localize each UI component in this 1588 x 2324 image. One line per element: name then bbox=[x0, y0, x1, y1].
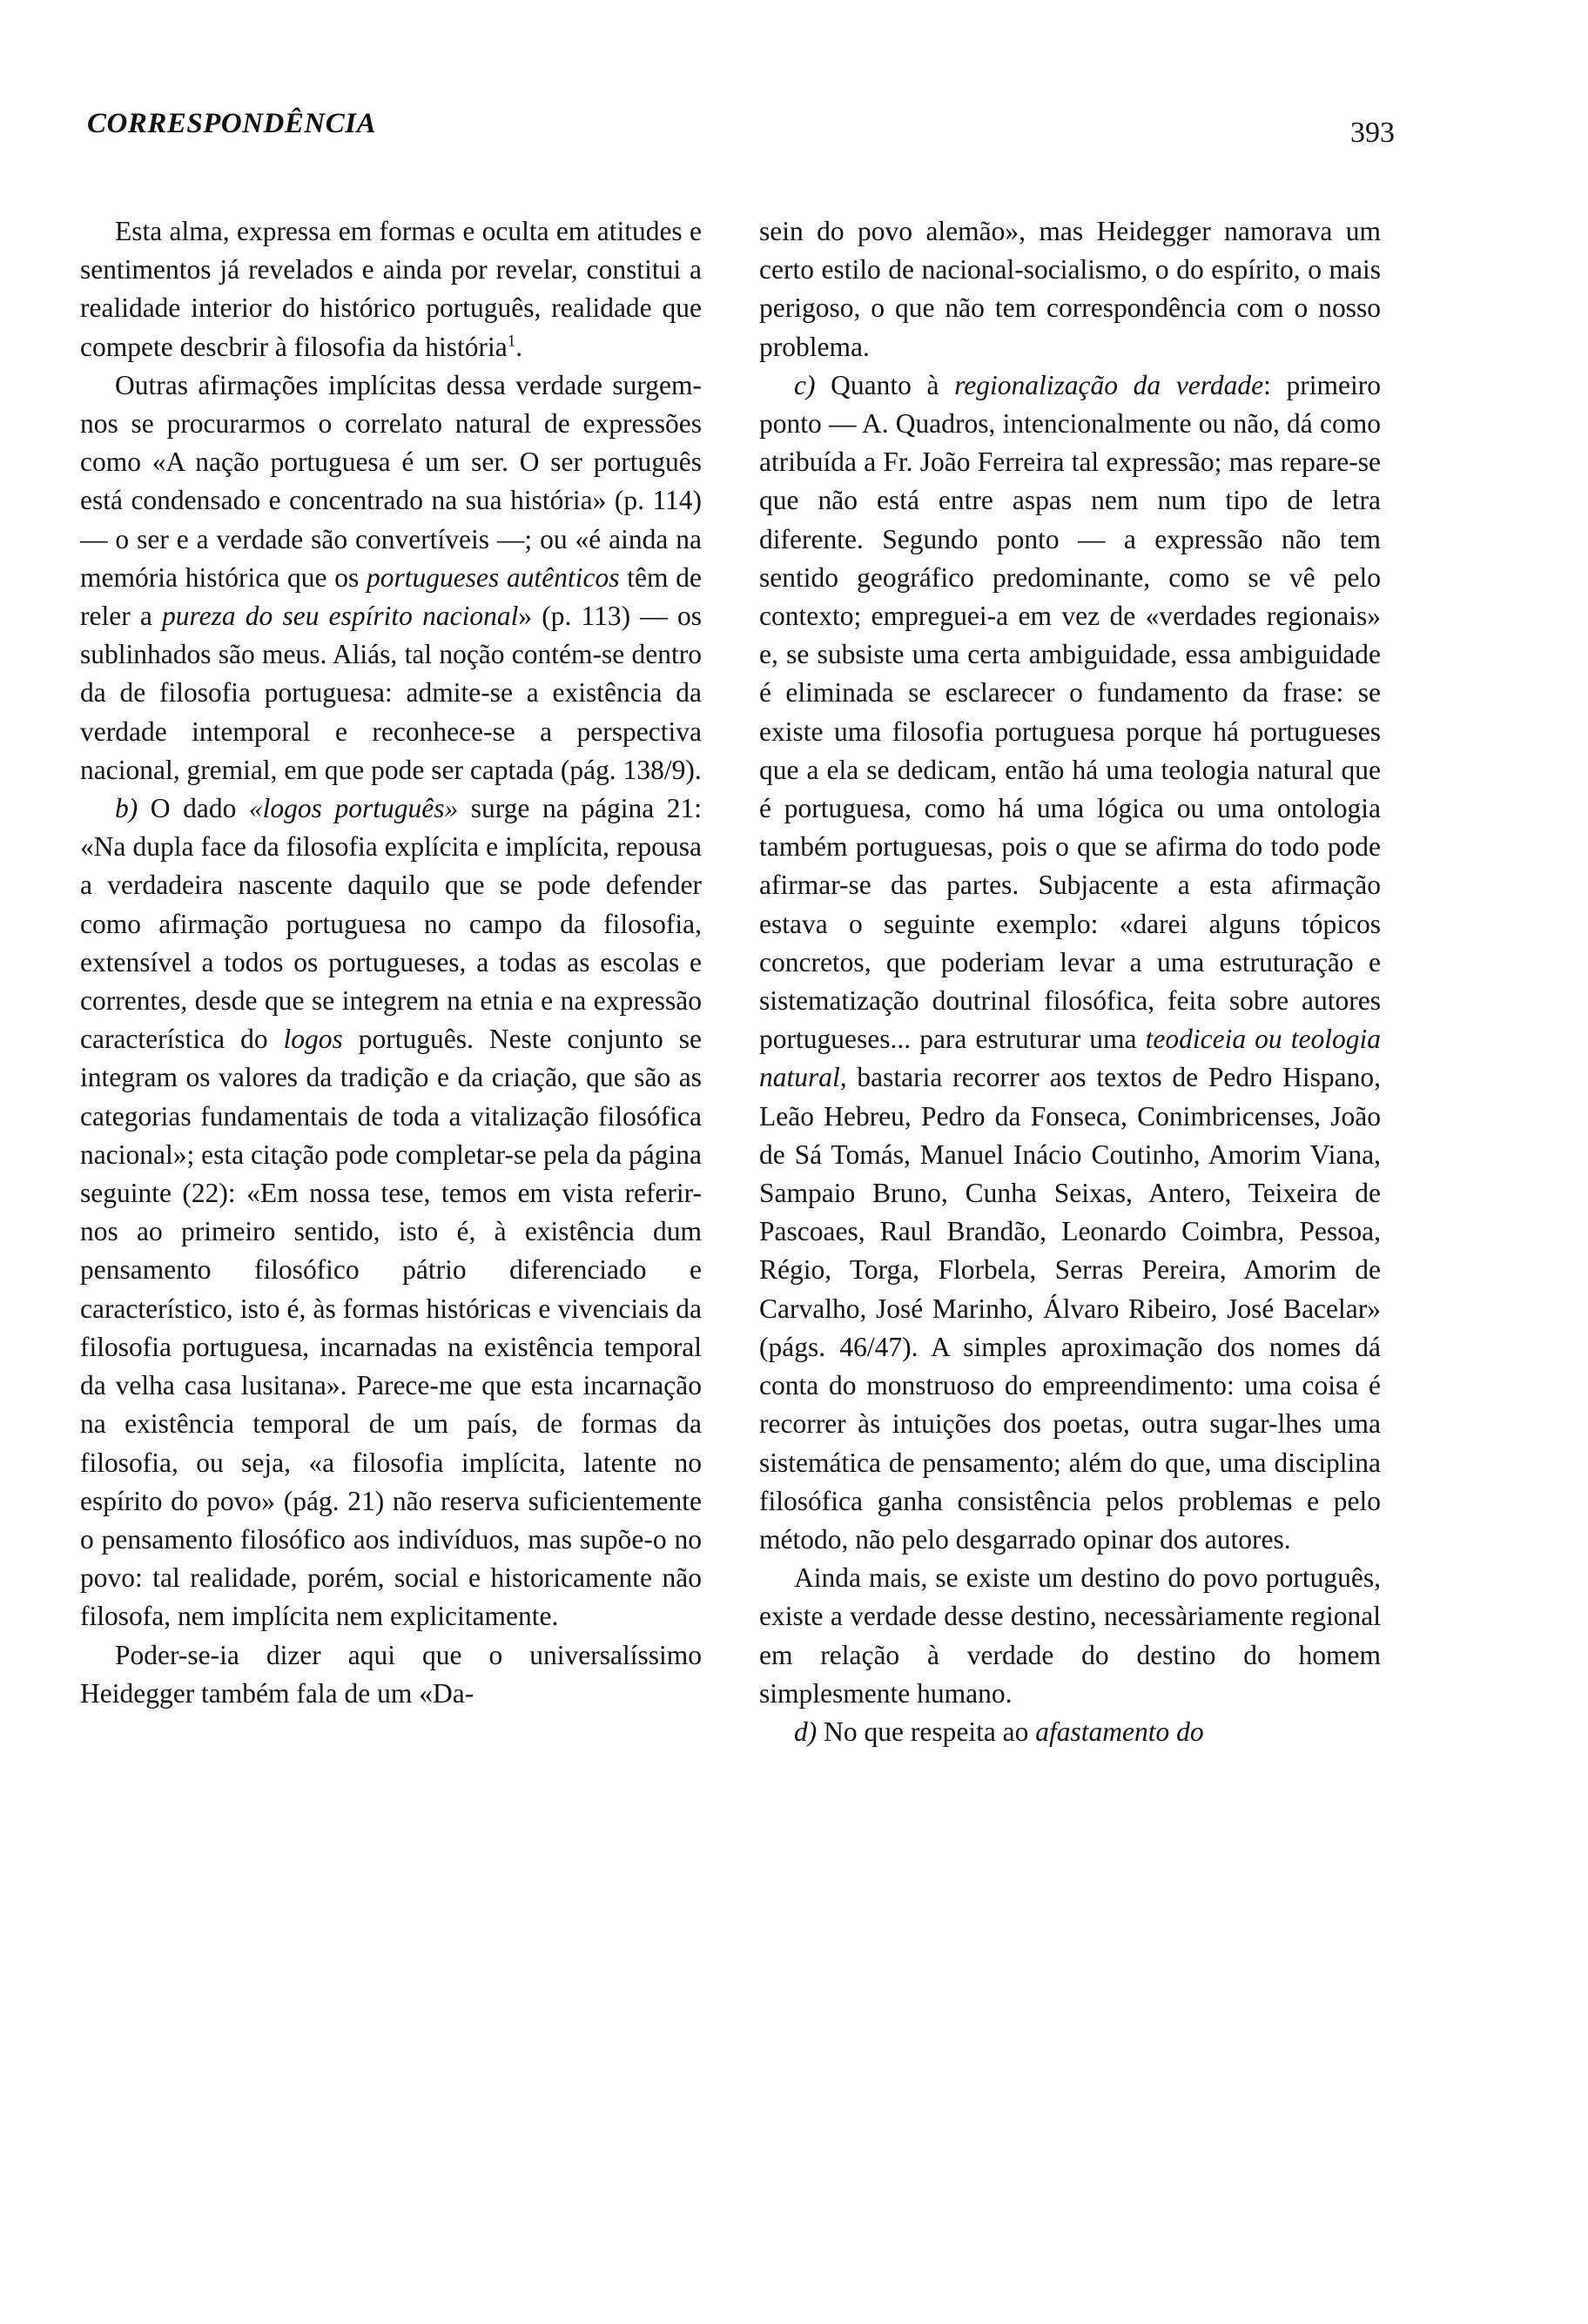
italic-text: teodiceia ou teologia natural bbox=[759, 1024, 1382, 1093]
italic-text: logos bbox=[283, 1024, 343, 1055]
item-label: d) bbox=[794, 1716, 818, 1747]
paragraph bbox=[759, 1559, 1381, 1713]
italic-text: pureza do seu espírito nacional bbox=[162, 601, 519, 632]
italic-text: afastamento do bbox=[1035, 1716, 1204, 1747]
paragraph bbox=[759, 366, 1381, 1559]
italic-text: portugueses autênticos bbox=[367, 561, 620, 593]
paragraph-text: Esta alma, expressa em formas e oculta em atitudes e sentimentos já revelados e ainda por revelar, constitui a realidade interior do histórico português, realidade que compete descbrir à filosofia da história bbox=[80, 216, 702, 362]
paragraph-text: O dado bbox=[138, 793, 249, 824]
paragraph-text: Ainda mais, se existe um destino do povo português, existe a verdade desse destino, necessàriamente regional em relação à verdade do destino do homem simplesmente humano. bbox=[759, 1562, 1381, 1709]
left-column bbox=[80, 212, 702, 1713]
paragraph-text: sein do povo alemão», mas Heidegger namorava um certo estilo de nacional-socialismo, o do espírito, o mais perigoso, o que não tem correspondência com o nosso problema. bbox=[759, 216, 1381, 362]
item-label: b) bbox=[115, 793, 138, 824]
paragraph bbox=[80, 789, 702, 1636]
paragraph-text: têm de reler a bbox=[80, 561, 703, 632]
paragraph-text: Quanto à bbox=[815, 369, 955, 400]
page-number: 393 bbox=[1350, 117, 1395, 149]
paragraph-text: Outras afirmações implícitas dessa verdade surgem-nos se procurarmos o correlato natural de expressões como «A nação portuguesa é um ser. O ser português está condensado e concentrado na sua história» (p. 114) — o ser e a verdade são convertíveis —; ou «é ainda na memória histórica que os bbox=[80, 369, 702, 593]
paragraph-text: português. Neste conjunto se integram os valores da tradição e da criação, que são as categorias fundamentais de toda a vitalização filosófica nacional»; esta citação pode completar-se pela da página seguinte (22): «Em nossa tese, temos em vista referir-nos ao primeiro sentido, isto é, à existência dum pensamento filosófico pátrio diferenciado e característico, isto é, às formas históricas e vivenciais da filosofia portuguesa, incarnadas na existência temporal da velha casa lusitana». Parece-me que esta incarnação na existência temporal de um país, de formas da filosofia, ou seja, «a filosofia implícita, latente no espírito do povo» (pág. 21) não reserva suficientemente o pensamento filosófico aos indivíduos, mas supõe-o no povo: tal realidade, porém, social e historicamente não filosofa, nem implícita nem explicitamente. bbox=[80, 1024, 702, 1632]
italic-text: «logos português» bbox=[248, 793, 459, 824]
paragraph bbox=[80, 366, 702, 789]
item-label: c) bbox=[794, 369, 816, 400]
paragraph-text: » (p. 113) — os sublinhados são meus. Aliás, tal noção contém-se dentro da de filosofia portuguesa: admite-se a existência da verdade intemporal e reconhece-se a perspectiva nacional, gremial, em que pode ser captada (pág. 138/9). bbox=[80, 601, 702, 785]
paragraph-text: surge na página 21: «Na dupla face da filosofia explícita e implícita, repousa a verdadeira nascente daquilo que se pode defender como afirmação portuguesa no campo da filosofia, extensível a todos os portugueses, a todas as escolas e correntes, desde que se integrem na etnia e na expressão característica do bbox=[80, 793, 703, 1055]
paragraph bbox=[759, 1713, 1381, 1751]
right-column bbox=[759, 212, 1381, 1751]
paragraph-text: . bbox=[515, 331, 523, 362]
running-title: CORRESPONDÊNCIA bbox=[87, 108, 377, 139]
paragraph bbox=[80, 1636, 702, 1713]
paragraph bbox=[80, 212, 702, 366]
paragraph-text: , bastaria recorrer aos textos de Pedro Hispano, Leão Hebreu, Pedro da Fonseca, Conimbricenses, João de Sá Tomás, Manuel Inácio Coutinho, Amorim Viana, Sampaio Bruno, Cunha Seixas, Antero, Teixeira de Pascoaes, Raul Brandão, Leonardo Coimbra, Pessoa, Régio, Torga, Florbela, Serras Pereira, Amorim de Carvalho, José Marinho, Álvaro Ribeiro, José Bacelar» (págs. 46/47). A simples aproximação dos nomes dá conta do monstruoso do empreendimento: uma coisa é recorrer às intuições dos poetas, outra sugar-lhes uma sistemática de pensamento; além do que, uma disciplina filosófica ganha consistência pelos problemas e pelo método, não pelo desgarrado opinar dos autores. bbox=[759, 1062, 1381, 1555]
footnote-marker: 1 bbox=[507, 332, 516, 351]
paragraph-text: Poder-se-ia dizer aqui que o universalíssimo Heidegger também fala de um «Da- bbox=[80, 1639, 702, 1709]
paragraph-text: No que respeita ao bbox=[817, 1716, 1036, 1747]
paragraph bbox=[759, 212, 1381, 366]
italic-text: regionalização da verdade bbox=[954, 369, 1264, 400]
paragraph-text: : primeiro ponto — A. Quadros, intencionalmente ou não, dá como atribuída a Fr. João Ferreira tal expressão; mas repare-se que não está entre aspas nem num tipo de letra diferente. Segundo ponto — a expressão não tem sentido geográfico predominante, como se vê pelo contexto; empreguei-a em vez de «verdades regionais» e, se subsiste uma certa ambiguidade, essa ambiguidade é eliminada se esclarecer o fundamento da frase: se existe uma filosofia portuguesa porque há portugueses que a ela se dedicam, então há uma teologia natural que é portuguesa, como há uma lógica ou uma ontologia também portuguesas, pois o que se afirma do todo pode afirmar-se das partes. Subjacente a esta afirmação estava o seguinte exemplo: «darei alguns tópicos concretos, que poderiam levar a uma estruturação e sistematização doutrinal filosófica, feita sobre autores portugueses... para estruturar uma bbox=[759, 369, 1381, 1055]
